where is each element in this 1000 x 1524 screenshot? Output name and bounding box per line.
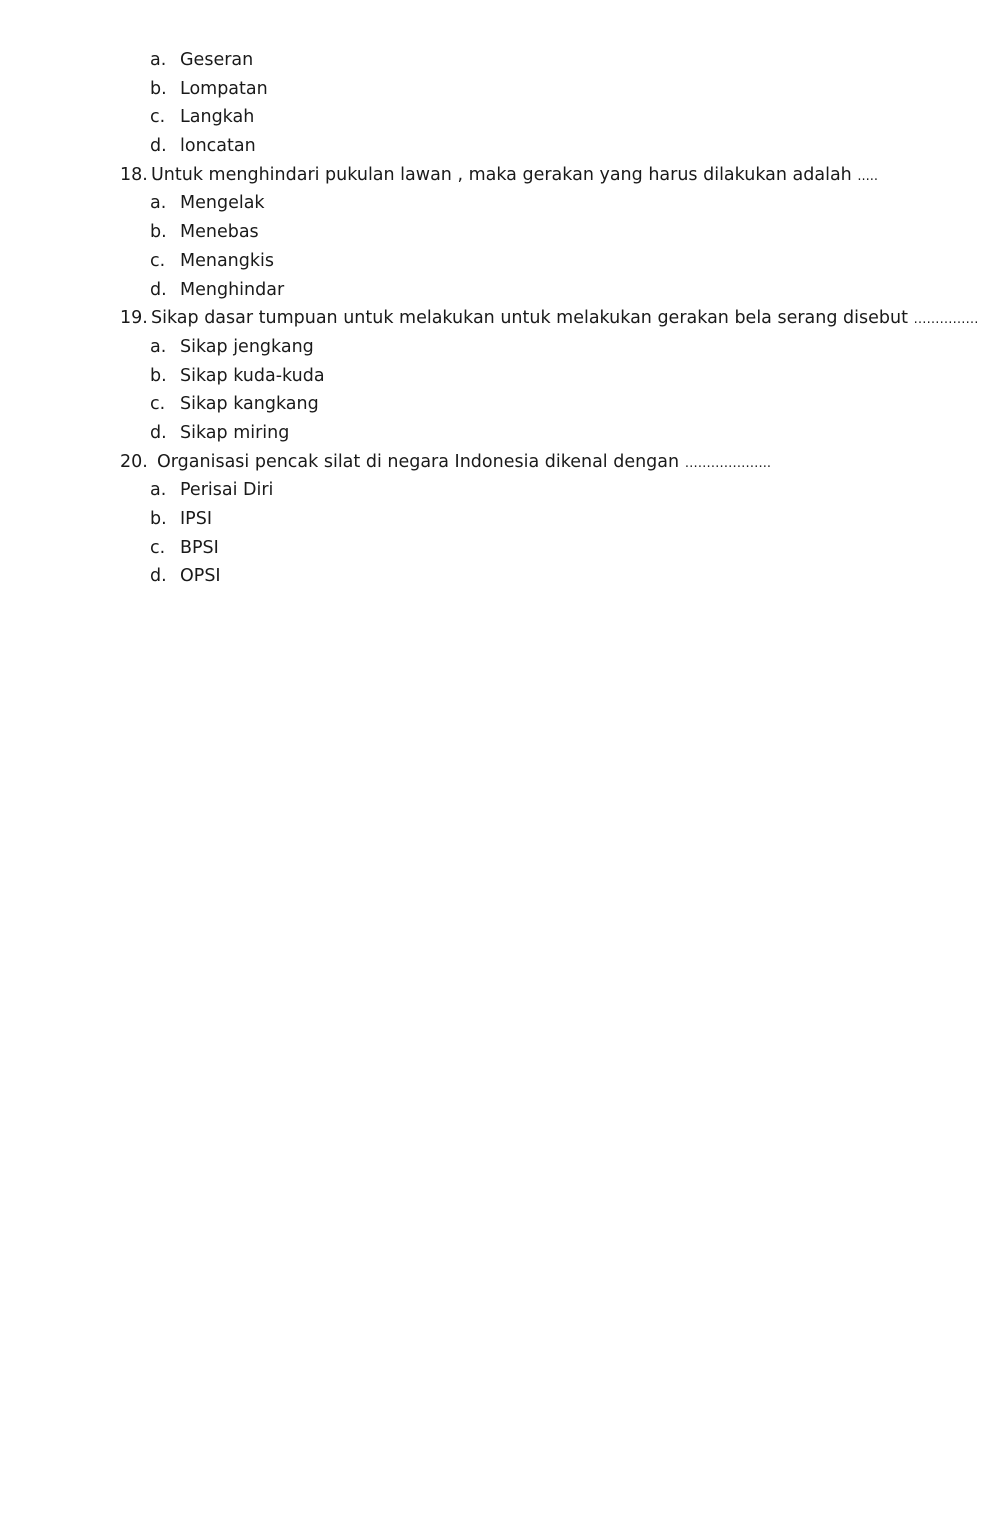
option-text: Mengelak — [180, 193, 265, 214]
option-text: Langkah — [180, 107, 255, 128]
option-text: Geseran — [180, 50, 254, 70]
option-letter: b. — [150, 509, 167, 529]
option-text: BPSI — [180, 537, 219, 558]
option-letter: c. — [150, 537, 166, 558]
answer-blank: ……………….. — [684, 455, 771, 471]
option-text: Lompatan — [180, 78, 268, 99]
question-20 — [120, 448, 940, 477]
option-d[interactable] — [120, 132, 940, 161]
question-text: Sikap dasar tumpuan untuk melakukan untuk melakukan gerakan bela serang disebut …………… — [151, 308, 979, 329]
option-letter: c. — [150, 107, 166, 128]
option-d[interactable] — [120, 276, 940, 305]
option-letter: c. — [150, 394, 166, 415]
option-letter: d. — [150, 136, 167, 157]
answer-blank: ..... — [857, 168, 879, 184]
option-letter: d. — [150, 422, 167, 443]
option-text: IPSI — [180, 509, 212, 529]
option-b[interactable] — [120, 75, 940, 104]
option-d[interactable] — [120, 419, 940, 448]
answer-blank: …………… — [913, 312, 979, 328]
option-letter: a. — [150, 336, 167, 357]
option-letter: b. — [150, 365, 167, 386]
question-number: 18. — [120, 164, 148, 185]
question-number: 20. — [120, 451, 148, 472]
option-c[interactable] — [120, 103, 940, 132]
question-19 — [120, 304, 979, 333]
option-letter: a. — [150, 193, 167, 214]
option-c[interactable] — [120, 534, 940, 563]
option-text: Sikap miring — [180, 422, 290, 443]
question-18 — [120, 161, 940, 190]
option-c[interactable] — [120, 247, 940, 276]
option-letter: a. — [150, 480, 167, 501]
option-b[interactable] — [120, 218, 940, 247]
option-a[interactable] — [120, 476, 940, 505]
option-letter: c. — [150, 250, 166, 271]
option-letter: b. — [150, 222, 167, 243]
option-text: Sikap kangkang — [180, 394, 319, 415]
option-text: Menangkis — [180, 250, 274, 271]
option-text: Menghindar — [180, 279, 285, 300]
option-letter: b. — [150, 78, 167, 99]
option-b[interactable] — [120, 505, 940, 534]
option-text: Perisai Diri — [180, 480, 274, 501]
option-text: OPSI — [180, 566, 221, 587]
question-list — [120, 46, 979, 591]
question-number: 19. — [120, 308, 148, 329]
option-text: Sikap kuda-kuda — [180, 365, 325, 386]
option-a[interactable] — [120, 189, 940, 218]
option-b[interactable] — [120, 362, 940, 391]
option-letter: d. — [150, 566, 167, 587]
option-a[interactable] — [120, 333, 940, 362]
option-text: Menebas — [180, 222, 259, 243]
option-text: loncatan — [180, 136, 256, 157]
option-letter: a. — [150, 50, 167, 70]
option-letter: d. — [150, 279, 167, 300]
question-text: Organisasi pencak silat di negara Indonesia dikenal dengan ……………….. — [157, 451, 771, 472]
option-c[interactable] — [120, 390, 940, 419]
option-text: Sikap jengkang — [180, 336, 314, 357]
option-d[interactable] — [120, 562, 940, 591]
question-text: Untuk menghindari pukulan lawan , maka gerakan yang harus dilakukan adalah ..... — [151, 164, 879, 185]
option-a[interactable] — [120, 46, 940, 75]
